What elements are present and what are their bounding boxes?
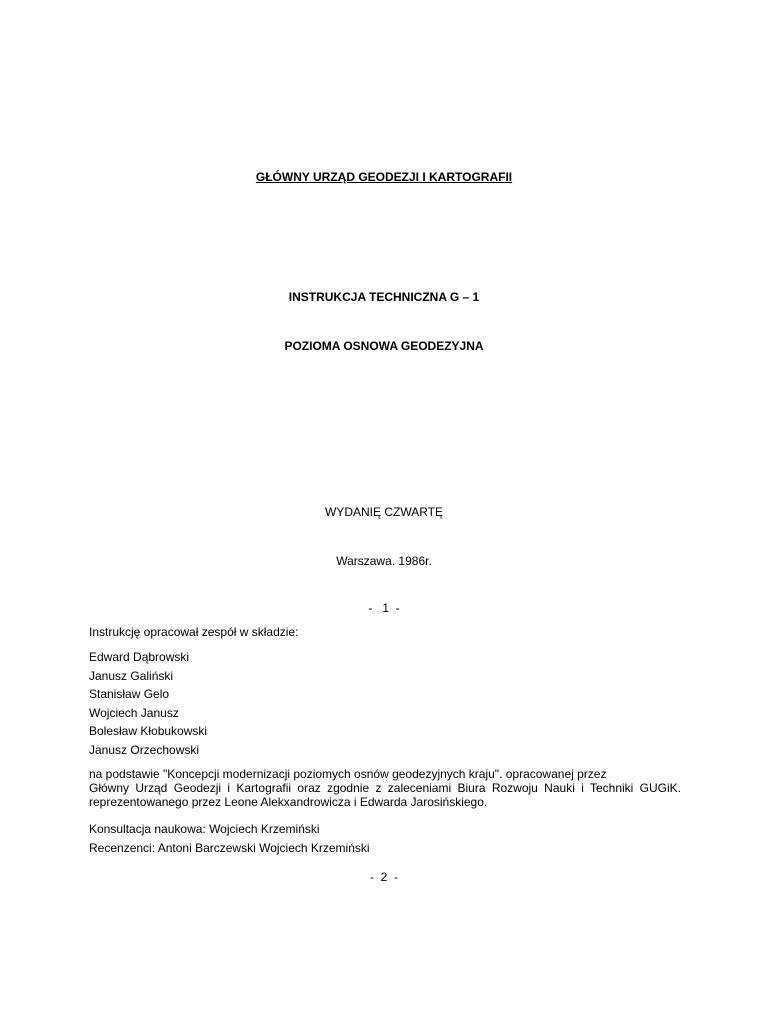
team-member: Stanisław Gelo <box>89 687 170 701</box>
team-intro: Instrukcję opracował zespół w składzie: <box>89 625 299 639</box>
team-member-list <box>89 650 207 761</box>
page-number-2: - 2 - <box>369 870 398 884</box>
team-member: Edward Dąbrowski <box>89 650 190 664</box>
team-member: Janusz Orzechowski <box>89 742 200 757</box>
consultation-line: Konsultacja naukowa: Wojciech Krzemiński <box>89 822 320 836</box>
institution-heading: GŁÓWNY URZĄD GEODEZJI I KARTOGRAFII <box>255 170 513 184</box>
basis-line: na podstawie "Koncepcji modernizacji poziomych osnów geodezyjnych kraju". opracowanej przez <box>89 767 607 781</box>
place-date: Warszawa. 1986r. <box>336 554 432 568</box>
team-member: Janusz Galiński <box>89 668 174 683</box>
basis-line: reprezentowanego przez Leone Alekxandrowicza i Edwarda Jarosińskiego. <box>89 795 488 809</box>
subject-title: POZIOMA OSNOWA GEODEZYJNA <box>284 339 484 353</box>
team-member: Bolesław Kłobukowski <box>89 724 208 738</box>
basis-paragraph <box>89 767 681 809</box>
basis-line: Główny Urząd Geodezji i Kartografii oraz zgodnie z zaleceniami Biura Rozwoju Nauki i Techniki GUGiK. <box>89 781 681 795</box>
page-number-1: - 1 - <box>368 601 400 615</box>
reviewers-line: Recenzenci: Antoni Barczewski Wojciech Krzemiński <box>89 841 370 855</box>
edition-label: WYDANIĘ CZWARTĘ <box>324 505 443 519</box>
instruction-title: INSTRUKCJA TECHNICZNA G – 1 <box>288 290 480 304</box>
team-member: Wojciech Janusz <box>89 705 179 720</box>
